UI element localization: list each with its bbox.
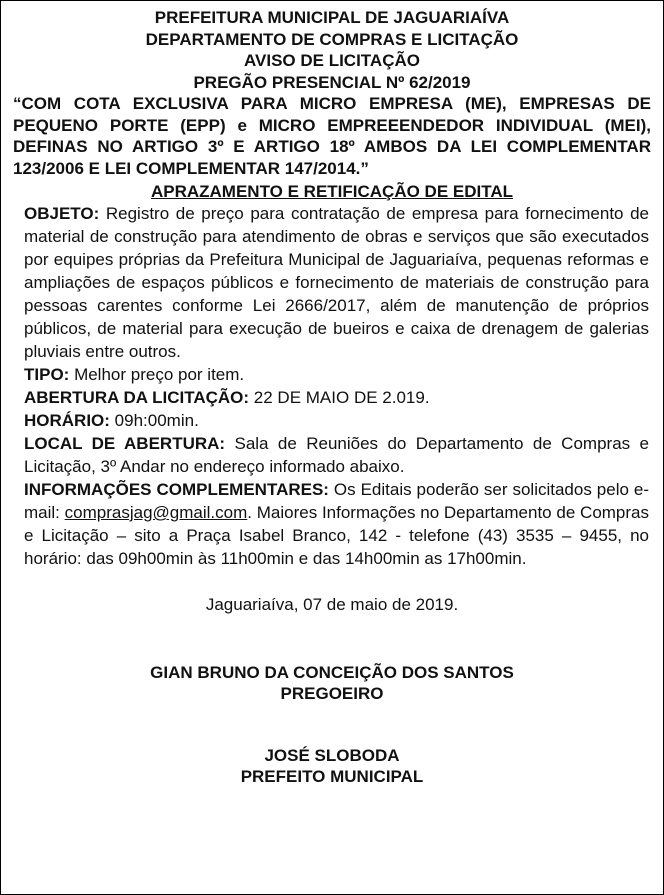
informacoes-label: INFORMAÇÕES COMPLEMENTARES: xyxy=(24,480,329,499)
signature-prefeito xyxy=(13,745,651,787)
notice-body xyxy=(13,202,651,570)
informacoes-text-after: . Maiores Informações no Departamento de Compras e Licitação – sito a Praça Isabel Branco, 142 - telefone (43) 3535 – 9455, no horário: das 09h00min às 11h00min e das 14h00min as 17h00min. xyxy=(24,503,649,568)
local-text: Sala de Reuniões do Departamento de Compras e Licitação, 3º Andar no endereço informado abaixo. xyxy=(24,434,649,476)
signature-pregoeiro xyxy=(13,662,651,704)
informacoes-text-before: Os Editais poderão ser solicitados pelo e-mail: xyxy=(24,480,649,522)
objeto-label: OBJETO: xyxy=(24,204,100,223)
signatory-role: PREGOEIRO xyxy=(280,684,384,703)
municipality-name: PREFEITURA MUNICIPAL DE JAGUARIAÍVA xyxy=(154,8,510,27)
department-name: DEPARTAMENTO DE COMPRAS E LICITAÇÃO xyxy=(145,29,519,49)
exclusive-quota-clause: “COM COTA EXCLUSIVA PARA MICRO EMPRESA (ME), EMPRESAS DE PEQUENO PORTE (EPP) e MICRO EMPREEENDEDOR INDIVIDUAL (MEI), DEFINAS NO ARTIGO 3º E ARTIGO 18º AMBOS DA LEI COMPLEMENTAR 123/2006 E LEI COMPLEMENTAR 147/2014.” xyxy=(13,94,651,178)
section-title: APRAZAMENTO E RETIFICAÇÃO DE EDITAL xyxy=(150,182,514,201)
objeto-text: Registro de preço para contratação de empresa para fornecimento de material de construção para atendimento de obras e serviços que são executados por equipes próprias da Prefeitura Municipal de Jaguariaíva, pequenas reformas e ampliações de espaços públicos e fornecimento de materiais de construção para pessoas carentes conforme Lei 2666/2017, além de manutenção de próprios públicos, de material para execução de bueiros e caixa de drenagem de galerias pluviais entre outros. xyxy=(24,204,649,361)
signatory-role: PREFEITO MUNICIPAL xyxy=(240,767,424,786)
signatory-name: GIAN BRUNO DA CONCEIÇÃO DOS SANTOS xyxy=(150,663,514,682)
tipo-text: Melhor preço por item. xyxy=(69,365,245,384)
abertura-label: ABERTURA DA LICITAÇÃO: xyxy=(24,388,250,407)
horario-text: 09h:00min. xyxy=(109,411,199,430)
auction-number: PREGÃO PRESENCIAL Nº 62/2019 xyxy=(193,72,471,92)
horario-label: HORÁRIO: xyxy=(24,411,110,430)
tipo-label: TIPO: xyxy=(24,365,70,384)
abertura-paragraph xyxy=(24,386,649,409)
abertura-text: 22 DE MAIO DE 2.019. xyxy=(249,388,430,407)
notice-header xyxy=(13,7,651,93)
horario-paragraph xyxy=(24,409,649,432)
informacoes-paragraph xyxy=(24,478,649,570)
objeto-paragraph xyxy=(24,202,649,363)
tipo-paragraph xyxy=(24,363,649,386)
email-link[interactable]: comprasjag@gmail.com xyxy=(64,503,248,522)
place-date-line: Jaguariaíva, 07 de maio de 2019. xyxy=(205,595,459,614)
local-paragraph xyxy=(24,432,649,478)
signatory-name: JOSÉ SLOBODA xyxy=(264,746,400,765)
notice-type: AVISO DE LICITAÇÃO xyxy=(244,51,420,70)
local-label: LOCAL DE ABERTURA: xyxy=(24,434,226,453)
